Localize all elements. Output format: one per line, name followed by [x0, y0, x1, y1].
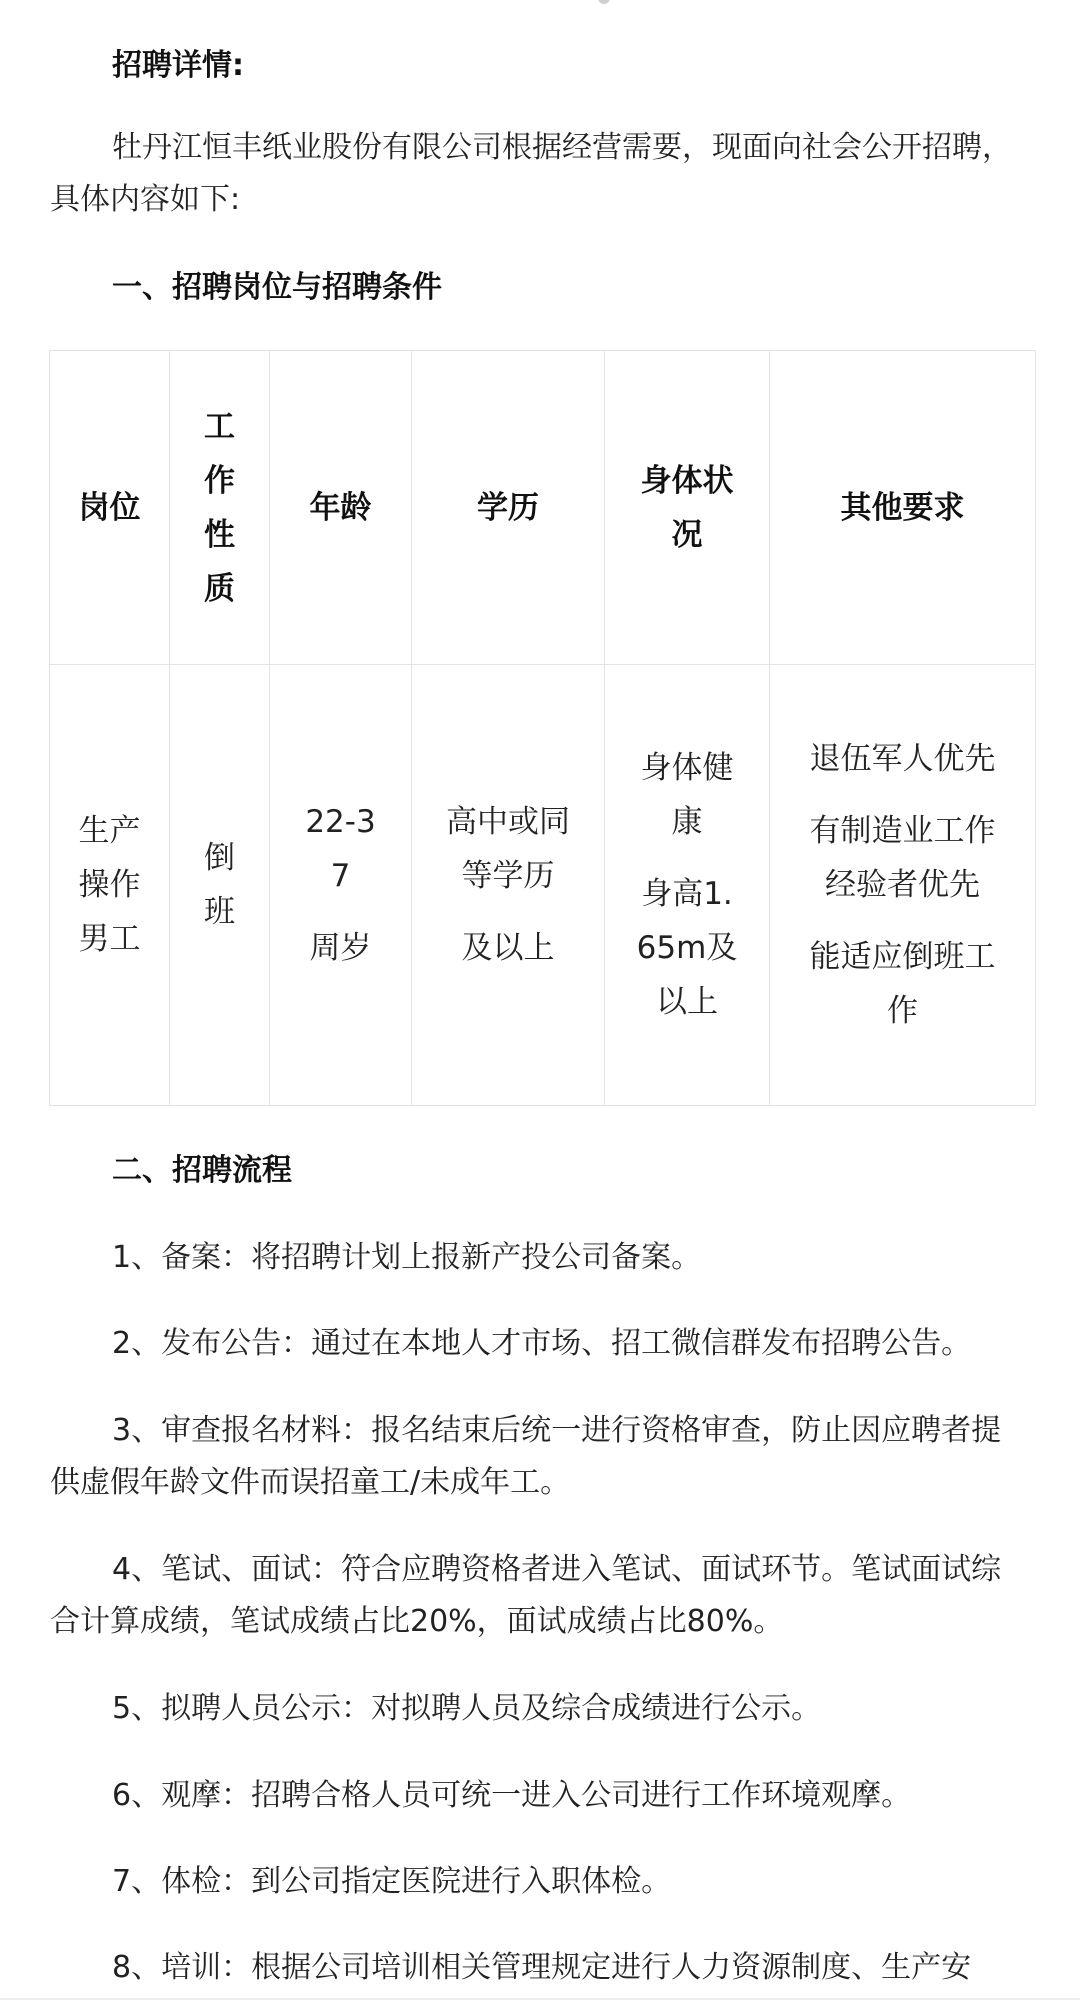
header-age: 年龄 — [270, 351, 412, 665]
cell-age: 22-3 7 周岁 — [270, 665, 412, 1106]
list-item: 8、培训：根据公司培训相关管理规定进行人力资源制度、生产安 — [112, 1950, 972, 1985]
table-row — [50, 665, 1036, 1106]
cell-health: 身体健 康 身高1. 65m及 以上 — [605, 665, 770, 1106]
heading-positions: 一、招聘岗位与招聘条件 — [112, 270, 442, 305]
list-item: 1、备案：将招聘计划上报新产投公司备案。 — [112, 1240, 702, 1275]
list-item: 5、拟聘人员公示：对拟聘人员及综合成绩进行公示。 — [112, 1691, 822, 1726]
header-health: 身体状 况 — [605, 351, 770, 665]
section-title: 招聘详情: — [112, 48, 244, 83]
table-header-row — [50, 351, 1036, 665]
list-item: 6、观摩：招聘合格人员可统一进入公司进行工作环境观摩。 — [112, 1778, 912, 1813]
cropped-text-fragment — [598, 0, 610, 4]
cell-education: 高中或同 等学历 及以上 — [412, 665, 605, 1106]
header-other: 其他要求 — [770, 351, 1036, 665]
cell-post: 生产 操作 男工 — [50, 665, 170, 1106]
list-item: 2、发布公告：通过在本地人才市场、招工微信群发布招聘公告。 — [112, 1326, 972, 1361]
requirements-table — [49, 350, 1036, 1106]
intro-paragraph: 牡丹江恒丰纸业股份有限公司根据经营需要，现面向社会公开招聘，具体内容如下: — [50, 130, 1012, 217]
list-item: 4、笔试、面试：符合应聘资格者进入笔试、面试环节。笔试面试综合计算成绩，笔试成绩占比20%，面试成绩占比80%。 — [50, 1552, 1002, 1639]
list-item: 7、体检：到公司指定医院进行入职体检。 — [112, 1864, 672, 1899]
heading-process: 二、招聘流程 — [112, 1153, 292, 1188]
header-post: 岗位 — [50, 351, 170, 665]
header-education: 学历 — [412, 351, 605, 665]
cell-nature: 倒 班 — [170, 665, 270, 1106]
header-nature: 工作性质 — [170, 351, 270, 665]
list-item: 3、审查报名材料：报名结束后统一进行资格审查，防止因应聘者提供虚假年龄文件而误招童工/未成年工。 — [50, 1413, 1002, 1500]
cell-other: 退伍军人优先 有制造业工作 经验者优先 能适应倒班工 作 — [770, 665, 1036, 1106]
